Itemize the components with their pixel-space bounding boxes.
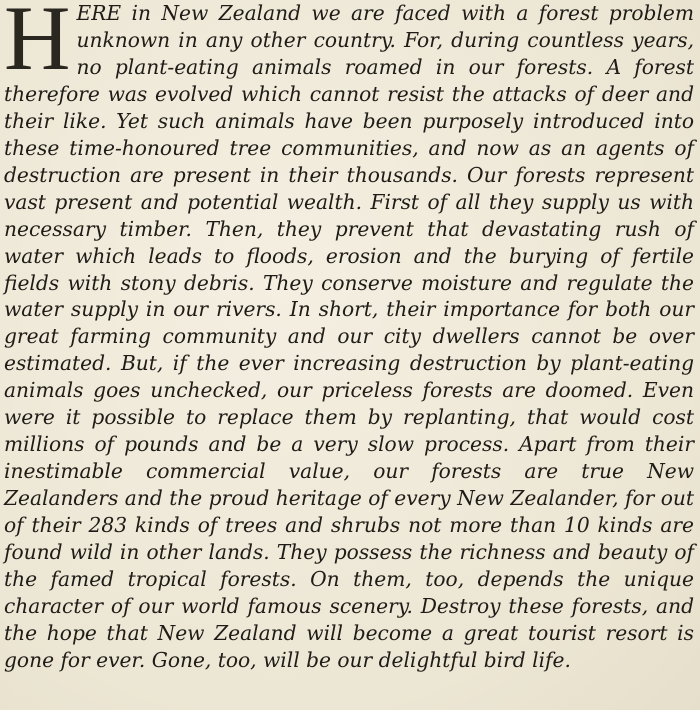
drop-cap: H — [4, 0, 71, 89]
body-text: in New Zealand we are faced with a forest problem unknown in any other country. For, during countless years, no plant-eating animals roamed in our forests. A forest therefore was evolved which cannot resist the attacks of deer and their like. Yet such animals have been purposely introduced into these time-honoured tree communities, and now as an agents of destruction are present in their thousands. Our forests represent vast present and potential wealth. First of all they supply us with necessary timber. Then, they prevent that devastating rush of water which leads to floods, erosion and the burying of fertile fields with stony debris. They conserve moisture and regulate the water supply in our rivers. In short, their importance for both our great farming community and our city dwellers cannot be over estimated. But, if the ever increasing destruction by plant-eating animals goes unchecked, our priceless forests are doomed. Even were it possible to replace them by replanting, that would cost millions of pounds and be a very slow process. Apart from their inestimable commercial value, our forests are true New Zealanders and the proud heritage of every New Zealander, for out of their 283 kinds of trees and shrubs not more than 10 kinds are found wild in other lands. They possess the richness and beauty of the famed tropical forests. On them, too, depends the unique character of our world famous scenery. Destroy these forests, and the hope that New Zealand will become a great tourist resort is gone for ever. Gone, too, will be our delightful bird life. — [4, 1, 694, 672]
lead-word: ERE — [76, 1, 122, 25]
article-paragraph — [4, 0, 694, 674]
